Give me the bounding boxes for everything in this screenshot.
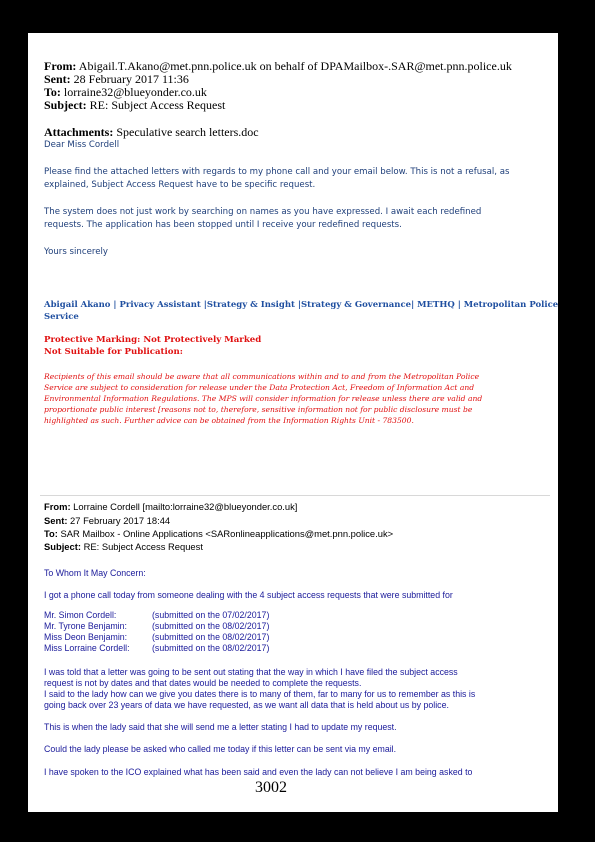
sent-value: 27 February 2017 18:44 <box>70 515 171 526</box>
from-value: Lorraine Cordell [mailto:lorraine32@blueyonder.co.uk] <box>73 501 298 512</box>
protective-marking: Protective Marking: Not Protectively Marked <box>44 335 262 345</box>
disclaimer-line: Recipients of this email should be aware that all communications within and to and from the Metropolitan Police <box>44 372 480 381</box>
email2-para2-line: request is not by dates and that dates would be needed to complete the requests. <box>44 678 362 688</box>
email2-subject-line <box>44 541 203 553</box>
email2-para3: This is when the lady said that she will send me a letter stating I had to update my request. <box>44 722 397 732</box>
sent-label: Sent: <box>44 515 68 526</box>
email1-sent-line <box>44 73 189 85</box>
request-name: Miss Deon Benjamin: <box>44 632 128 642</box>
email1-from-line <box>44 60 512 72</box>
email2-to-line <box>44 528 393 540</box>
email2-para5: I have spoken to the ICO explained what has been said and even the lady can not believe I am being asked to <box>44 767 473 777</box>
subject-value: RE: Subject Access Request <box>89 98 226 112</box>
email2-para4: Could the lady please be asked who called me today if this letter can be sent via my email. <box>44 744 397 754</box>
email1-para2-line1: The system does not just work by searching on names as you have expressed. I await each redefined <box>44 207 482 217</box>
email1-greeting: Dear Miss Cordell <box>44 140 120 150</box>
sent-value: 28 February 2017 11:36 <box>73 72 189 86</box>
from-value: Abigail.T.Akano@met.pnn.police.uk on behalf of DPAMailbox-.SAR@met.pnn.police.uk <box>78 59 512 73</box>
to-value: lorraine32@blueyonder.co.uk <box>63 85 207 99</box>
document-page <box>28 33 558 812</box>
request-date: (submitted on the 08/02/2017) <box>152 621 270 631</box>
email2-sent-line <box>44 515 170 527</box>
email2-para2-line: I said to the lady how can we give you dates there is to many of them, far to many for us to remember as this is <box>44 689 476 699</box>
to-label: To: <box>44 528 58 539</box>
disclaimer-line: Environmental Information Regulations. The MPS will consider information for release unless there are valid and <box>44 394 483 403</box>
request-name: Miss Lorraine Cordell: <box>44 643 130 653</box>
email1-para2-line2: requests. The application has been stopped until I receive your redefined requests. <box>44 220 402 230</box>
signature-line2: Service <box>44 312 79 322</box>
email1-subject-line <box>44 99 225 111</box>
email1-para1-line2: explained, Subject Access Request have to be specific request. <box>44 180 316 190</box>
request-date: (submitted on the 07/02/2017) <box>152 610 270 620</box>
signature-line1: Abigail Akano | Privacy Assistant |Strategy & Insight |Strategy & Governance| METHQ | Metropolitan Police <box>44 300 559 310</box>
page-number: 3002 <box>255 779 287 796</box>
subject-value: RE: Subject Access Request <box>83 541 203 552</box>
disclaimer-line: Service are subject to consideration for release under the Data Protection Act, Freedom of Information Act and <box>44 383 475 392</box>
to-label: To: <box>44 85 61 99</box>
disclaimer-line: proportionate public interest [reasons not to, therefore, sensitive information not for public disclosure must be <box>44 405 473 414</box>
email2-para1: I got a phone call today from someone dealing with the 4 subject access requests that were submitted for <box>44 590 453 600</box>
to-value: SAR Mailbox - Online Applications <SARonlineapplications@met.pnn.police.uk> <box>60 528 394 539</box>
email1-closing: Yours sincerely <box>44 247 108 257</box>
request-date: (submitted on the 08/02/2017) <box>152 643 270 653</box>
message-divider <box>40 495 550 496</box>
email1-attachments-line <box>44 126 259 138</box>
sent-label: Sent: <box>44 72 71 86</box>
email1-to-line <box>44 86 207 98</box>
attachment-file: Speculative search letters.doc <box>116 125 259 139</box>
request-date: (submitted on the 08/02/2017) <box>152 632 270 642</box>
email2-greeting: To Whom It May Concern: <box>44 568 146 578</box>
request-name: Mr. Simon Cordell: <box>44 610 117 620</box>
attachments-label: Attachments: <box>44 125 114 139</box>
email2-from-line <box>44 501 297 513</box>
email2-para2-line: going back over 23 years of data we have requested, as we want all data that is held about us by police. <box>44 700 449 710</box>
email1-para1-line1: Please find the attached letters with regards to my phone call and your email below. This is not a refusal, as <box>44 167 510 177</box>
subject-label: Subject: <box>44 98 87 112</box>
from-label: From: <box>44 59 77 73</box>
from-label: From: <box>44 501 71 512</box>
publication-notice: Not Suitable for Publication: <box>44 347 183 357</box>
email2-para2-line: I was told that a letter was going to be sent out stating that the way in which I have filed the subject access <box>44 667 458 677</box>
disclaimer-line: highlighted as such. Further advice can be obtained from the Information Rights Unit - 783500. <box>44 416 414 425</box>
subject-label: Subject: <box>44 541 81 552</box>
request-name: Mr. Tyrone Benjamin: <box>44 621 127 631</box>
